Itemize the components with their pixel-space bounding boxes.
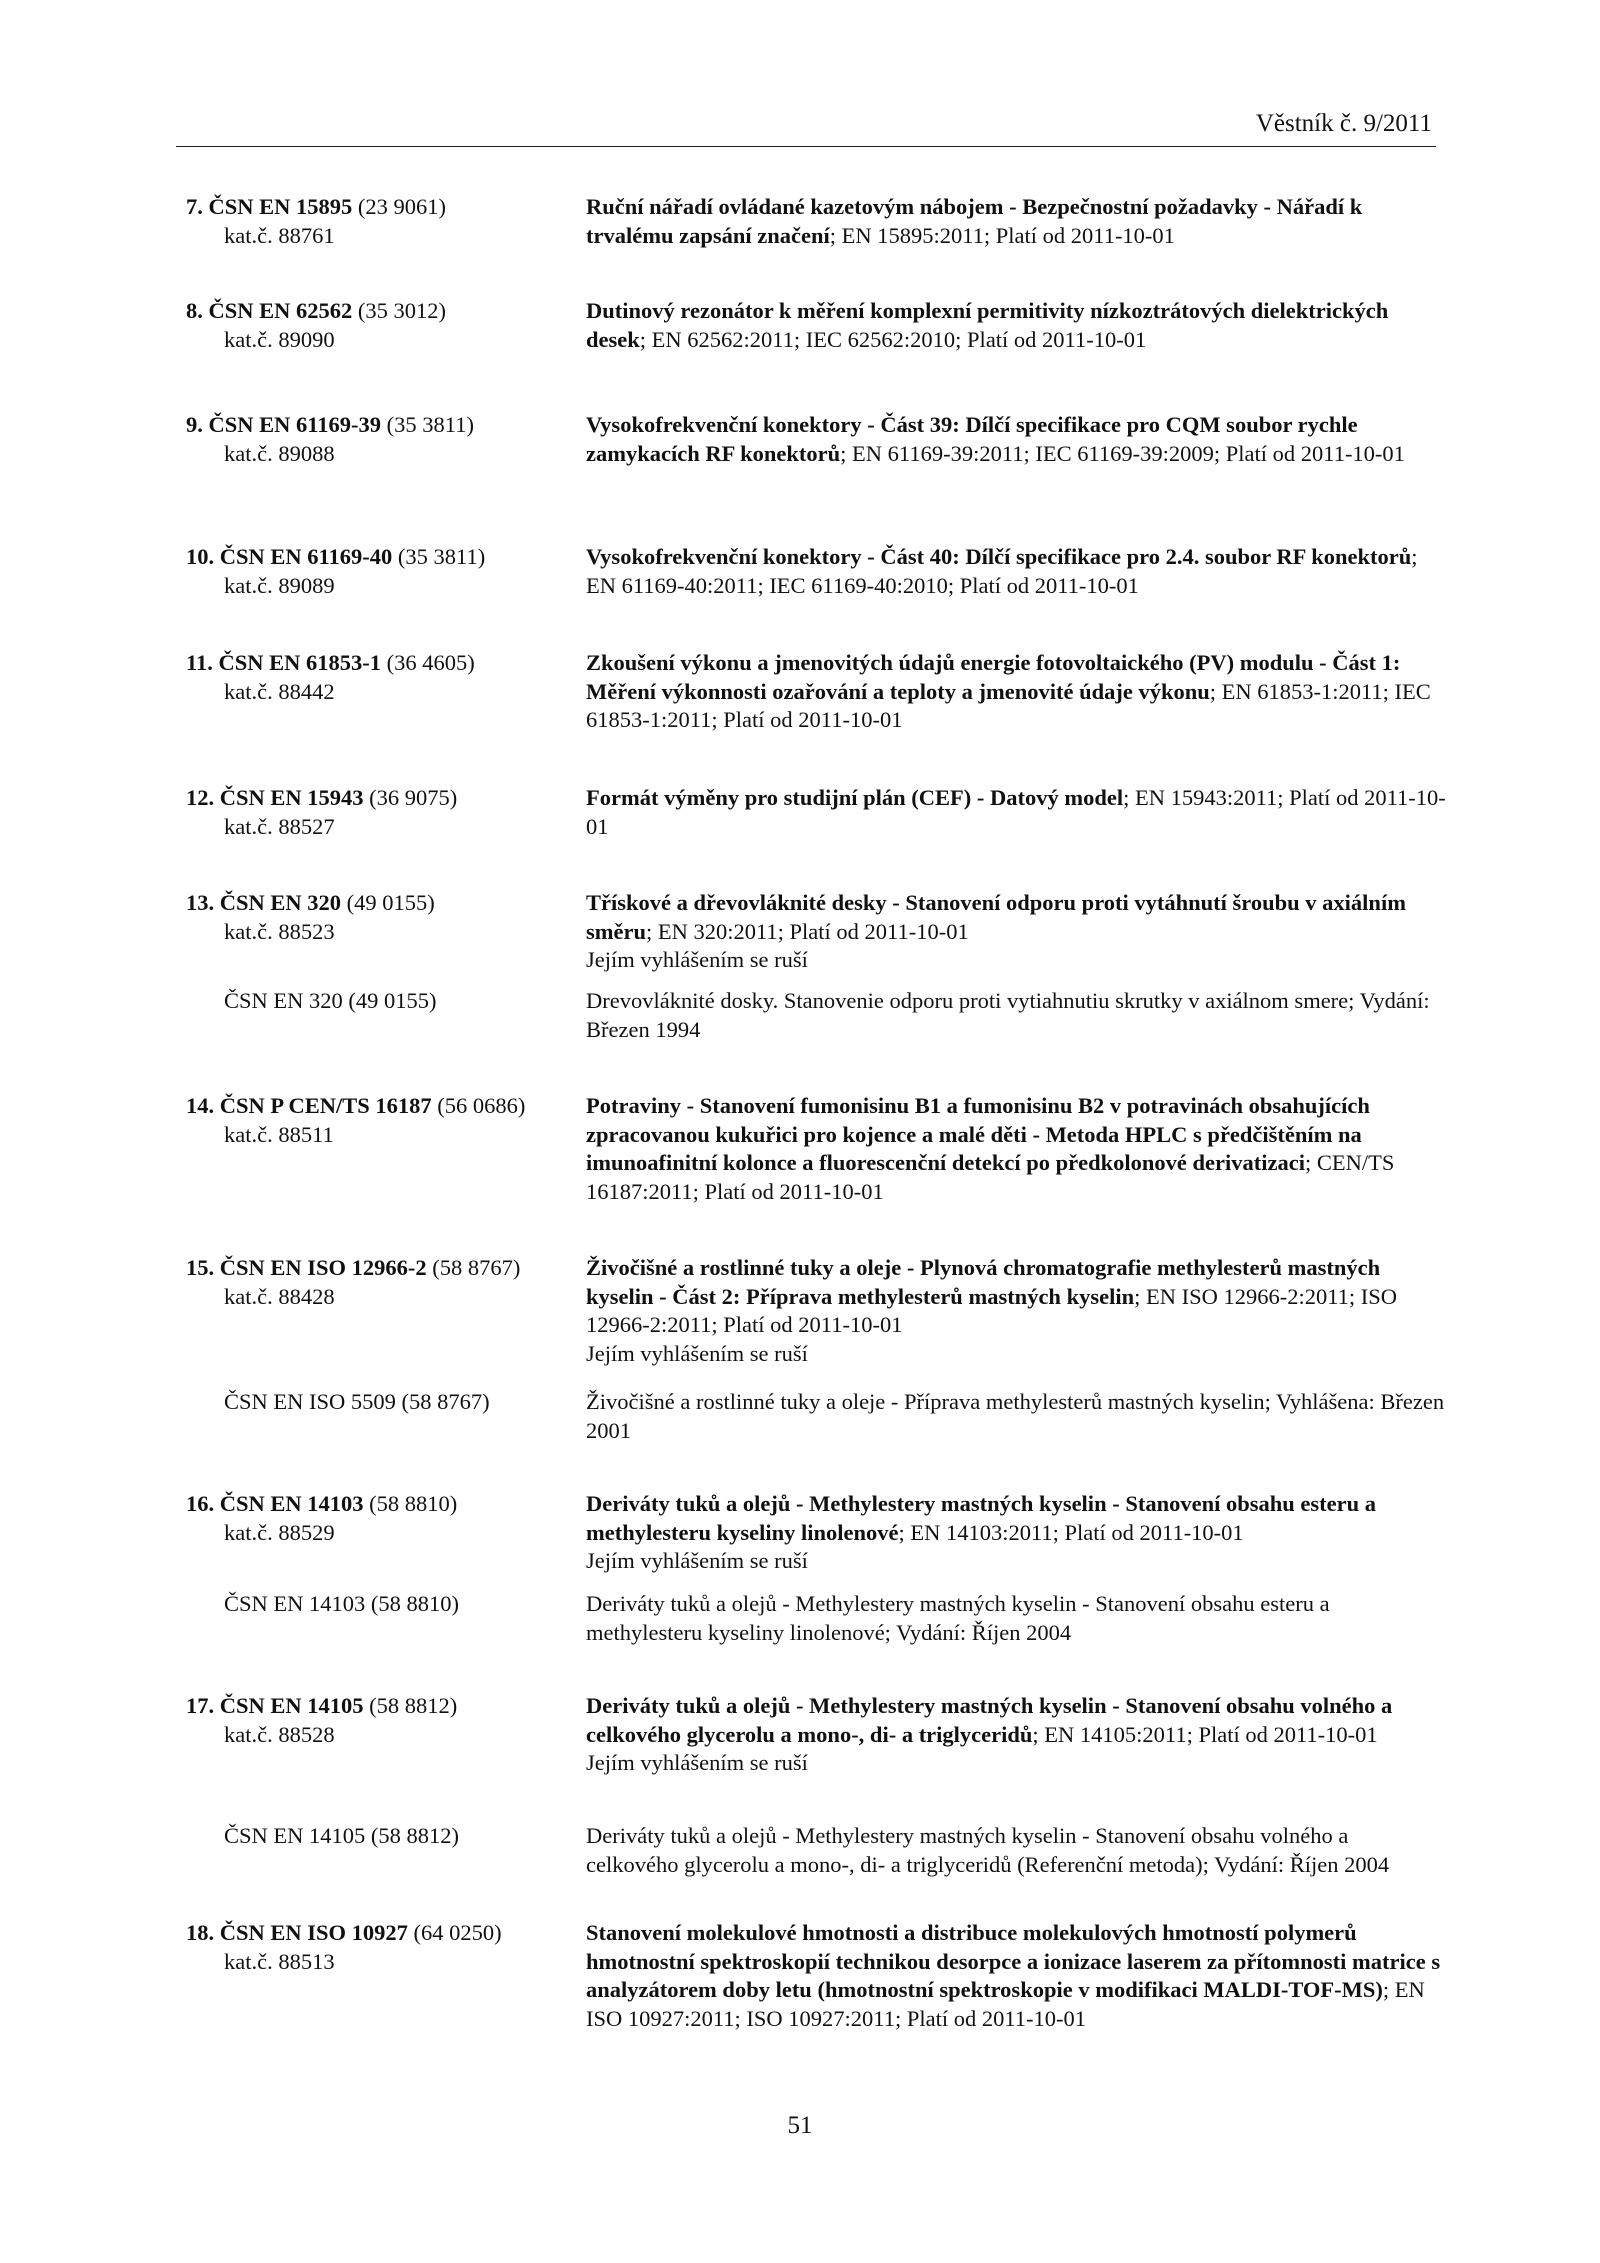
standard-id: 14. ČSN P CEN/TS 16187 (56 0686) kat.č. 88511 — [186, 1092, 586, 1149]
standard-description: Dutinový rezonátor k měření komplexní permitivity nízkoztrátových dielektrických desek; EN 62562:2011; IEC 62562:2010; Platí od 2011-10-01 — [586, 298, 1389, 352]
standard-id: 11. ČSN EN 61853-1 (36 4605) kat.č. 88442 — [186, 649, 586, 706]
catalog-number: kat.č. 88511 — [224, 1121, 334, 1147]
catalog-number: kat.č. 88523 — [224, 918, 335, 944]
standard-description: Deriváty tuků a olejů - Methylestery mastných kyselin - Stanovení obsahu esteru a methylesteru kyseliny linolenové; EN 14103:2011; Platí od 2011-10-01 Jejím vyhlášením se ruší — [586, 1491, 1376, 1573]
journal-title: Věstník č. 9/2011 — [1255, 110, 1432, 137]
standard-id: 15. ČSN EN ISO 12966-2 (58 8767) kat.č. 88428 — [186, 1254, 586, 1311]
standard-id: 7. ČSN EN 15895 (23 9061) kat.č. 88761 — [186, 193, 586, 250]
catalog-number: kat.č. 89090 — [224, 326, 335, 352]
replaced-standard-id: ČSN EN 14103 (58 8810) — [224, 1591, 459, 1616]
catalog-number: kat.č. 88529 — [224, 1519, 335, 1545]
standard-id: 17. ČSN EN 14105 (58 8812) kat.č. 88528 — [186, 1692, 586, 1749]
catalog-number: kat.č. 89089 — [224, 572, 335, 598]
standard-description: Potraviny - Stanovení fumonisinu B1 a fumonisinu B2 v potravinách obsahujících zpracovanou kukuřici pro kojence a malé děti - Metoda HPLC s předčištěním na imunoafinitní kolonce a fluorescenční detekcí po předkolonové derivatizaci; CEN/TS 16187:2011; Platí od 2011-10-01 — [586, 1093, 1395, 1204]
replaced-standard-description: Deriváty tuků a olejů - Methylestery mastných kyselin - Stanovení obsahu esteru a methylesteru kyseliny linolenové; Vydání: Říjen 2004 — [586, 1591, 1330, 1645]
standard-id: 16. ČSN EN 14103 (58 8810) kat.č. 88529 — [186, 1490, 586, 1547]
replaced-standard-description: Drevovláknité dosky. Stanovenie odporu proti vytiahnutiu skrutky v axiálnom smere; Vydání: Březen 1994 — [586, 988, 1430, 1042]
catalog-number: kat.č. 88442 — [224, 678, 335, 704]
replaces-note: Jejím vyhlášením se ruší — [586, 1340, 808, 1366]
replaces-note: Jejím vyhlášením se ruší — [586, 1750, 808, 1775]
standard-description: Formát výměny pro studijní plán (CEF) - Datový model; EN 15943:2011; Platí od 2011-10-01 — [586, 785, 1446, 839]
catalog-number: kat.č. 89088 — [224, 440, 335, 466]
replaces-note: Jejím vyhlášením se ruší — [586, 947, 808, 972]
replaced-standard-id: ČSN EN 320 (49 0155) — [224, 988, 437, 1013]
replaced-standard-description: Živočišné a rostlinné tuky a oleje - Příprava methylesterů mastných kyselin; Vyhlášena: Březen 2001 — [586, 1389, 1445, 1443]
standard-description: Živočišné a rostlinné tuky a oleje - Plynová chromatografie methylesterů mastných kyselin - Část 2: Příprava methylesterů mastných kyselin; EN ISO 12966-2:2011; ISO 12966-2:2011; Platí od 2011-10-01 Jejím vyhlášením se ruší — [586, 1255, 1398, 1366]
catalog-number: kat.č. 88428 — [224, 1283, 335, 1309]
standard-description: Deriváty tuků a olejů - Methylestery mastných kyselin - Stanovení obsahu volného a celkového glycerolu a mono-, di- a triglyceridů; EN 14105:2011; Platí od 2011-10-01 Jejím vyhlášením se ruší — [586, 1693, 1393, 1775]
standard-description: Vysokofrekvenční konektory - Část 39: Dílčí specifikace pro CQM soubor rychle zamykacích RF konektorů; EN 61169-39:2011; IEC 61169-39:2009; Platí od 2011-10-01 — [586, 412, 1405, 466]
replaced-standard-description: Deriváty tuků a olejů - Methylestery mastných kyselin - Stanovení obsahu volného a celkového glycerolu a mono-, di- a triglyceridů (Referenční metoda); Vydání: Říjen 2004 — [586, 1823, 1390, 1877]
standard-description: Stanovení molekulové hmotnosti a distribuce molekulových hmotností polymerů hmotnostní spektroskopií technikou desorpce a ionizace laserem za přítomnosti matrice s analyzátorem doby letu (hmotnostní spektroskopie v modifikaci MALDI-TOF-MS); EN ISO 10927:2011; ISO 10927:2011; Platí od 2011-10-01 — [586, 1920, 1441, 2031]
catalog-number: kat.č. 88513 — [224, 1948, 335, 1974]
catalog-number: kat.č. 88761 — [224, 222, 335, 248]
standard-description: Zkoušení výkonu a jmenovitých údajů energie fotovoltaického (PV) modulu - Část 1: Měření výkonnosti ozařování a teploty a jmenovité údaje výkonu; EN 61853-1:2011; IEC 61853-1:2011; Platí od 2011-10-01 — [586, 650, 1431, 732]
page-number: 51 — [787, 2112, 813, 2139]
replaced-standard-id: ČSN EN 14105 (58 8812) — [224, 1823, 459, 1848]
page-header — [176, 108, 1436, 147]
standard-id: 18. ČSN EN ISO 10927 (64 0250) kat.č. 88513 — [186, 1919, 586, 1976]
standard-id: 10. ČSN EN 61169-40 (35 3811) kat.č. 89089 — [186, 543, 586, 600]
standard-id: 8. ČSN EN 62562 (35 3012) kat.č. 89090 — [186, 297, 586, 354]
replaced-standard-id: ČSN EN ISO 5509 (58 8767) — [224, 1389, 490, 1414]
standard-id: 13. ČSN EN 320 (49 0155) kat.č. 88523 — [186, 889, 586, 946]
replaces-note: Jejím vyhlášením se ruší — [586, 1548, 808, 1573]
standard-description: Ruční nářadí ovládané kazetovým nábojem - Bezpečnostní požadavky - Nářadí k trvalému zapsání značení; EN 15895:2011; Platí od 2011-10-01 — [586, 194, 1363, 248]
catalog-number: kat.č. 88528 — [224, 1721, 335, 1747]
standard-description: Třískové a dřevovláknité desky - Stanovení odporu proti vytáhnutí šroubu v axiálním směru; EN 320:2011; Platí od 2011-10-01 Jejím vyhlášením se ruší — [586, 890, 1406, 972]
standard-description: Vysokofrekvenční konektory - Část 40: Dílčí specifikace pro 2.4. soubor RF konektorů; EN 61169-40:2011; IEC 61169-40:2010; Platí od 2011-10-01 — [586, 544, 1418, 598]
standard-id: 9. ČSN EN 61169-39 (35 3811) kat.č. 89088 — [186, 411, 586, 468]
standard-id: 12. ČSN EN 15943 (36 9075) kat.č. 88527 — [186, 784, 586, 841]
catalog-number: kat.č. 88527 — [224, 813, 335, 839]
